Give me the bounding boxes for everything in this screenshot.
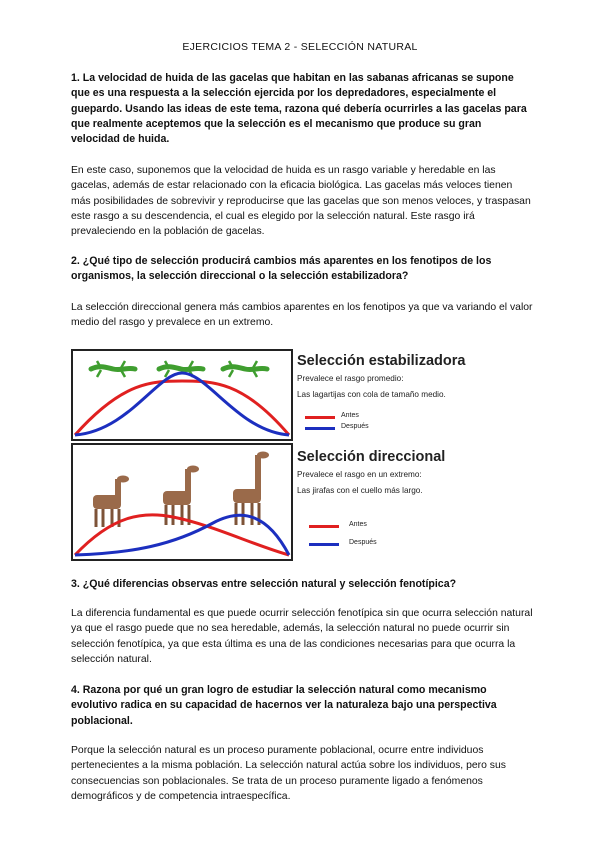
answer-1: En este caso, suponemos que la velocidad de huida es un rasgo variable y heredable en las gacelas, además de estar relacionado con la eficacia biológica. Las gacelas más veloces tienen más posibilidades de sobrevivir y reproducirse que las gacelas que son menos veloces, y traspasan este rasgo a su descendencia, el cual es elegido por la selección natural. Este rasgo irá prevaleciendo en la población de gacelas. [71,165,531,238]
stabilizing-legend [297,353,467,441]
stabilizing-panel [71,349,293,441]
after-label: Después [349,539,377,546]
after-label: Después [341,423,369,430]
answer-3: La diferencia fundamental es que puede ocurrir selección fenotípica sin que ocurra selección natural ya que el rasgo puede que no sea heredable, además, la selección natural no puede ocurrir sin selección fenotípica, ya que esta última es una de las condiciones necesarias para que ocurra la selección natural. [71,608,533,665]
question-3: 3. ¿Qué diferencias observas entre selección natural y selección fenotípica? [71,578,457,590]
directional-line-1: Prevalece el rasgo en un extremo: [297,470,422,479]
stabilizing-title: Selección estabilizadora [297,353,466,369]
directional-title: Selección direccional [297,449,446,465]
question-2: 2. ¿Qué tipo de selección producirá cambios más aparentes en los fenotipos de los organismos, la selección direccional o la selección estabilizadora? [71,255,492,283]
answer-2: La selección direccional genera más cambios aparentes en los fenotipos ya que va variando el valor medio del rasgo y prevalece en un extremo. [71,302,533,329]
before-swatch [309,525,339,528]
directional-illustration [73,445,291,559]
answer-4: Porque la selección natural es un proceso puramente poblacional, ocurre entre individuos pertenecientes a la misma población. La selección natural actúa sobre los individuos, pero sus consecuencias son poblacionales. Se trata de un proceso puramente ligado a fenómenos demográficos y de competencia intraespecífica. [71,745,506,802]
before-swatch [305,416,335,419]
lizard-icon [91,361,135,377]
stabilizing-line-2: Las lagartijas con cola de tamaño medio. [297,390,446,399]
question-1: 1. La velocidad de huida de las gacelas que habitan en las sabanas africanas se supone que es una respuesta a la selección ejercida por los depredadores, especialmente el guepardo. Usando las ideas de este tema, razona qué debería ocurrirles a las gacelas para que realmente aceptemos que la selección es el mecanismo que produce su gran velocidad de huida. [71,72,527,146]
selection-figure [71,345,466,563]
lizard-icon [223,361,267,377]
stabilizing-line-1: Prevalece el rasgo promedio: [297,374,404,383]
before-label: Antes [341,412,359,419]
directional-panel [71,443,293,561]
lizard-icon [159,361,203,377]
directional-legend [297,449,467,559]
question-4: 4. Razona por qué un gran logro de estudiar la selección natural como mecanismo evolutivo radica en su capacidad de hacernos ver la naturaleza bajo una perspectiva poblacional. [71,684,497,727]
before-label: Antes [349,521,367,528]
page-title: EJERCICIOS TEMA 2 - SELECCIÓN NATURAL [182,41,418,53]
after-swatch [309,543,339,546]
after-swatch [305,427,335,430]
directional-line-2: Las jirafas con el cuello más largo. [297,486,423,495]
stabilizing-illustration [73,351,291,439]
